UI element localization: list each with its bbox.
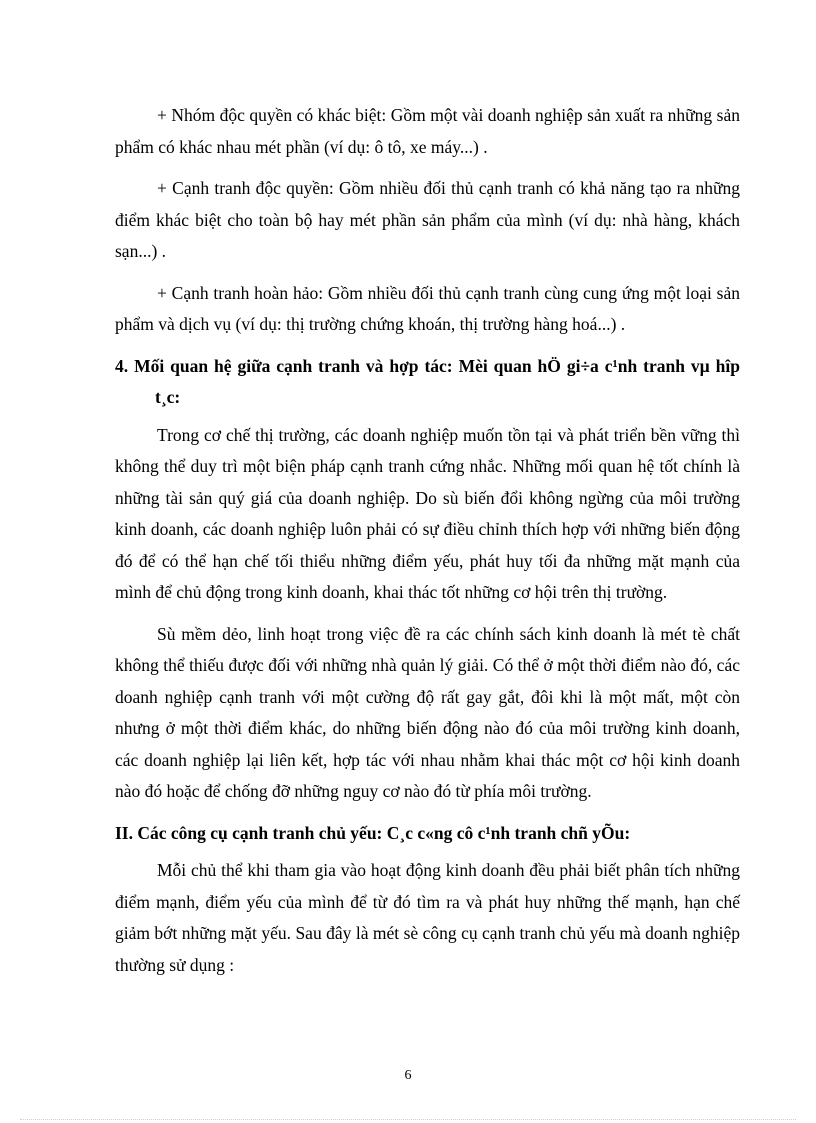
section-heading-4: 4. Mối quan hệ giữa cạnh tranh và hợp tác: Mèi quan hÖ gi÷a c¹nh tranh vµ hîp t¸c: — [115, 355, 740, 407]
paragraph-competitive-tools: Mỗi chủ thể khi tham gia vào hoạt động kinh doanh đều phải biết phân tích những điểm mạnh, điểm yếu của mình để từ đó tìm ra và phát huy những thế mạnh, hạn chế giảm bớt những mặt yếu. Sau đây là mét sè công cụ cạnh tranh chủ yếu mà doanh nghiệp thường sử dụng : — [115, 860, 740, 975]
paragraph-perfect-competition: + Cạnh tranh hoàn hảo: Gồm nhiều đối thủ cạnh tranh cùng cung ứng một loại sản phẩm và dịch vụ (ví dụ: thị trường chứng khoán, thị trường hàng hoá...) . — [115, 282, 740, 334]
paragraph-monopolistic-competition: + Cạnh tranh độc quyền: Gồm nhiều đối thủ cạnh tranh có khả năng tạo ra những điểm khác biệt cho toàn bộ hay mét phần sản phẩm của mình (ví dụ: nhà hàng, khách sạn...) . — [115, 178, 740, 261]
page-content — [115, 100, 740, 991]
page-bottom-divider — [20, 1119, 796, 1120]
paragraph-market-mechanism: Trong cơ chế thị trường, các doanh nghiệp muốn tồn tại và phát triển bền vững thì không thể duy trì một biện pháp cạnh tranh cứng nhắc. Những mối quan hệ tốt chính là những tài sản quý giá của doanh nghiệp. Do sù biến đổi không ngừng của môi trường kinh doanh, các doanh nghiệp luôn phải có sự điều chỉnh thích hợp với những biến động đó để có thể hạn chế tối thiểu những điểm yếu, phát huy tối đa những mặt mạnh của mình để chủ động trong kinh doanh, khai thác tốt những cơ hội trên thị trường. — [115, 424, 740, 602]
page-number: 6 — [404, 1068, 412, 1083]
paragraph-differentiated-oligopoly: + Nhóm độc quyền có khác biệt: Gồm một vài doanh nghiệp sản xuất ra những sản phẩm có khác nhau mét phần (ví dụ: ô tô, xe máy...) . — [115, 105, 740, 157]
section-heading-ii: II. Các công cụ cạnh tranh chủ yếu: C¸c c«ng cô c¹nh tranh chñ yÕu: — [115, 822, 631, 843]
paragraph-flexibility: Sù mềm dẻo, linh hoạt trong việc đề ra các chính sách kinh doanh là mét tè chất không thể thiếu được đối với những nhà quản lý giải. Có thể ở một thời điểm nào đó, các doanh nghiệp cạnh tranh với một cường độ rất gay gắt, đôi khi là một mất, một còn nhưng ở một thời điểm khác, do những biến động nào đó của môi trường kinh doanh, các doanh nghiệp lại liên kết, hợp tác với nhau nhằm khai thác một cơ hội kinh doanh nào đó hoặc để chống đỡ những nguy cơ nào đó từ phía môi trường. — [115, 623, 740, 801]
